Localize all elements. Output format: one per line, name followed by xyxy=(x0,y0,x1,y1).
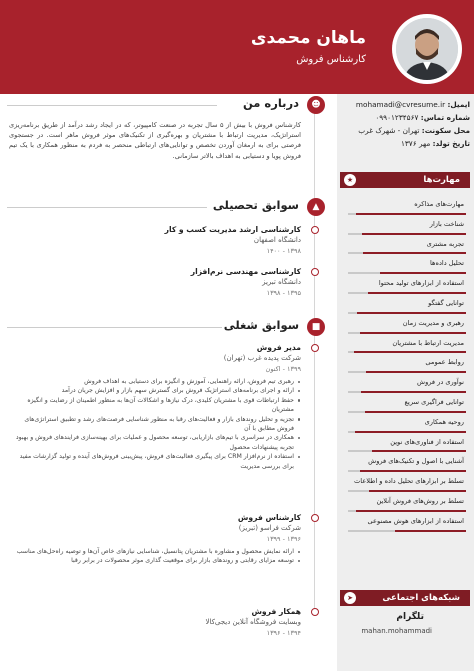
skill-level-bar xyxy=(348,292,466,294)
skill-item xyxy=(340,296,470,316)
person-job-title: کارشناس فروش xyxy=(296,54,366,65)
bullet-item: تجزیه و تحلیل روندهای بازار و فعالیت‌های رقبا به منظور شناسایی فرصت‌های رشد و تطبیق استراتژی‌های فروش مطابق با آن xyxy=(9,415,301,434)
education-date: ۱۳۹۵ - ۱۳۹۸ xyxy=(266,289,301,297)
skill-item xyxy=(340,375,470,395)
bullet-item: ارائه نمایش محصول و مشاوره با مشتریان پتانسیل، شناسایی نیازهای خاص آن‌ها و توصیه راه‌حل‌های مناسب xyxy=(9,547,301,556)
skill-level-fill xyxy=(361,391,466,393)
skill-level-fill xyxy=(356,213,466,215)
skill-level-fill xyxy=(362,233,466,235)
experience-bullets xyxy=(9,377,301,471)
skill-label: نوآوری در فروش xyxy=(417,378,464,387)
education-divider xyxy=(7,207,207,208)
skill-level-fill xyxy=(355,431,466,433)
skill-item xyxy=(340,316,470,336)
skill-level-fill xyxy=(356,510,466,512)
experience-title: سوابق شغلی xyxy=(223,318,299,332)
email-label: ایمیل: xyxy=(447,100,470,109)
header-banner xyxy=(0,0,474,94)
experience-company: شرکت پدیده غرب (تهران) xyxy=(223,354,301,362)
skill-level-bar xyxy=(348,490,466,492)
social-title: شبکه‌های اجتماعی xyxy=(382,593,460,603)
skills-heading xyxy=(340,172,470,188)
contact-address-row xyxy=(340,124,470,137)
experience-role: مدیر فروش xyxy=(256,343,301,352)
education-date: ۱۳۹۸ - ۱۴۰۰ xyxy=(266,247,301,255)
contact-info xyxy=(340,98,470,150)
timeline-line xyxy=(314,96,315,616)
skill-level-bar xyxy=(348,391,466,393)
social-heading xyxy=(340,590,470,606)
skill-label: توانایی گفتگو xyxy=(428,298,464,307)
bullet-item: حفظ ارتباطات قوی با مشتریان کلیدی، درک نیازها و اشکالات آن‌ها به منظور اطمینان از رضایت و انگیزه مشتریان xyxy=(9,396,301,415)
skill-level-bar xyxy=(348,312,466,314)
skill-level-bar xyxy=(348,530,466,532)
experience-divider xyxy=(7,327,222,328)
skill-item xyxy=(340,395,470,415)
experience-date: ۱۳۹۴ - ۱۳۹۶ xyxy=(266,629,301,637)
about-text: کارشناس فروش با بیش از ۵ سال تجربه در صنعت کامپیوتر، که در ایجاد رشد درآمد از طریق برنامه‌ریزی استراتژیک، مدیریت ارتباط با مشتریان و بهره‌گیری از تکنیک‌های موثر فروش ماهر است. در جستجوی فرصتی برای به ارمغان آوردن تخصص و توانایی‌های ارتباطی منحصر به فردم به منظور همکاری با یک تیم فروش پویا و دستیابی به اهداف بالاتر سازمانی. xyxy=(9,121,301,160)
skill-level-bar xyxy=(348,510,466,512)
skill-label: شناخت بازار xyxy=(429,219,464,228)
email-value[interactable]: mohamadi@cvresume.ir xyxy=(355,100,446,109)
skill-level-bar xyxy=(348,332,466,334)
about-title: درباره من xyxy=(242,96,299,110)
education-degree: کارشناسی مهندسی نرم‌افزار xyxy=(190,267,301,276)
skill-label: توانایی فراگیری سریع xyxy=(404,397,464,406)
skill-level-fill xyxy=(368,292,466,294)
skill-label: مدیریت ارتباط با مشتریان xyxy=(392,338,464,347)
contact-email-row xyxy=(340,98,470,111)
experience-date: ۱۳۹۶ - ۱۳۹۹ xyxy=(266,535,301,543)
experience-item xyxy=(9,606,301,638)
experience-company: وبسایت فروشگاه آنلاین دیجی‌کالا xyxy=(205,618,301,626)
education-degree: کارشناسی ارشد مدیریت کسب و کار xyxy=(164,225,301,234)
skill-item xyxy=(340,217,470,237)
skill-label: استفاده از ابزارهای هوش مصنوعی xyxy=(367,516,464,525)
skill-level-bar xyxy=(348,252,466,254)
profile-photo-frame xyxy=(392,14,462,84)
skill-label: روابط عمومی xyxy=(425,358,464,367)
skill-level-bar xyxy=(348,213,466,215)
skill-item xyxy=(340,514,470,534)
phone-value[interactable]: ۰۹۹۰۱۲۳۴۵۶۷ xyxy=(375,113,419,122)
address-label: محل سکونت: xyxy=(421,126,470,135)
experience-company: شرکت فراسو (تبریز) xyxy=(238,524,301,532)
phone-label: شماره تماس: xyxy=(420,113,470,122)
skill-level-fill xyxy=(360,332,466,334)
skill-item xyxy=(340,474,470,494)
skill-item xyxy=(340,494,470,514)
skill-level-bar xyxy=(348,470,466,472)
skill-item xyxy=(340,454,470,474)
skill-label: آشنایی با اصول و تکنیک‌های فروش xyxy=(368,457,464,466)
social-handle[interactable]: mahan.mohammadi xyxy=(361,627,432,635)
skill-level-bar xyxy=(348,431,466,433)
skill-level-fill xyxy=(395,530,466,532)
skill-label: تجربه مشتری xyxy=(426,239,464,248)
bullet-item: همکاری در سراسری با تیم‌های بازاریابی، توسعه محصول و عملیات برای بهینه‌سازی فرایندهای فروش و بهبود تجربه پیشنهادات محصول xyxy=(9,433,301,452)
experience-item xyxy=(9,342,301,471)
experience-role: همکار فروش xyxy=(251,607,301,616)
skill-label: استفاده از ابزارهای تولید محتوا xyxy=(378,279,464,288)
birth-value: مهر ۱۳۷۶ xyxy=(400,139,431,148)
avatar-illustration xyxy=(396,18,458,80)
skill-label: مهارت‌های مذاکره xyxy=(414,200,464,208)
education-item xyxy=(9,224,301,256)
skill-level-fill xyxy=(365,411,466,413)
education-school: دانشگاه اصفهان xyxy=(253,236,301,244)
experience-item xyxy=(9,512,301,566)
share-icon: ➤ xyxy=(344,592,356,604)
skill-level-bar xyxy=(348,450,466,452)
experience-date: ۱۳۹۹ - اکنون xyxy=(265,365,301,373)
skill-label: تسلط بر روش‌های فروش آنلاین xyxy=(376,496,464,505)
experience-bullets xyxy=(9,547,301,566)
timeline-dot xyxy=(311,344,319,352)
bullet-item: توسعه مزایای رقابتی و روندهای بازار برای موقعیت گذاری موثر محصولات در برابر رقبا xyxy=(9,556,301,565)
skill-level-fill xyxy=(369,490,466,492)
experience-role: کارشناس فروش xyxy=(237,513,301,522)
contact-birth-row xyxy=(340,137,470,150)
timeline-dot xyxy=(311,608,319,616)
education-title: سوابق تحصیلی xyxy=(212,198,299,212)
skill-level-bar xyxy=(348,371,466,373)
skill-label: روحیه همکاری xyxy=(424,417,464,426)
skill-level-bar xyxy=(348,351,466,353)
birth-label: تاریخ تولد: xyxy=(432,139,470,148)
skill-item xyxy=(340,197,470,217)
contact-phone-row xyxy=(340,111,470,124)
education-item xyxy=(9,266,301,298)
skill-item xyxy=(340,355,470,375)
bullet-item: ارائه و اجرای برنامه‌های استراتژیک فروش برای گسترش سهم بازار و افزایش جریان درآمد xyxy=(9,386,301,395)
skills-title: مهارت‌ها xyxy=(423,175,460,185)
timeline-dot xyxy=(311,268,319,276)
skill-item xyxy=(340,435,470,455)
skill-item xyxy=(340,336,470,356)
skill-level-fill xyxy=(354,351,466,353)
experience-heading xyxy=(7,316,329,338)
user-icon: ☻ xyxy=(307,96,325,114)
skill-item xyxy=(340,276,470,296)
skill-item xyxy=(340,237,470,257)
education-section xyxy=(7,196,329,297)
briefcase-icon: ■ xyxy=(307,318,325,336)
main-column xyxy=(7,94,329,671)
timeline-dot xyxy=(311,226,319,234)
timeline-dot xyxy=(311,514,319,522)
skill-level-bar xyxy=(348,233,466,235)
education-heading xyxy=(7,196,329,218)
skills-list xyxy=(340,197,470,534)
skill-level-fill xyxy=(366,371,466,373)
about-section xyxy=(7,94,329,160)
bullet-item: استفاده از نرم‌افزار CRM برای پیگیری فعالیت‌های فروش، پیش‌بینی فروش‌های آینده و تولید گزارشات مفید برای بررسی مدیریت xyxy=(9,452,301,471)
skill-level-fill xyxy=(360,470,466,472)
skill-level-fill xyxy=(357,312,466,314)
skill-label: تحلیل داده‌ها xyxy=(430,259,464,268)
profile-photo xyxy=(396,18,458,80)
bullet-item: رهبری تیم فروش، ارائه راهنمایی، آموزش و انگیزه برای دستیابی به اهداف فروش xyxy=(9,377,301,386)
skill-item xyxy=(340,415,470,435)
experience-section xyxy=(7,316,329,637)
education-school: دانشگاه تبریز xyxy=(262,278,301,286)
skills-icon: ★ xyxy=(344,174,356,186)
sidebar xyxy=(337,94,474,671)
skill-level-fill xyxy=(363,252,466,254)
skill-label: استفاده از فناوری‌های نوین xyxy=(390,437,464,446)
skill-label: تسلط بر ابزارهای تحلیل داده و اطلاعات xyxy=(354,477,464,486)
address-value: تهران - شهرک غرب xyxy=(358,126,420,135)
about-heading xyxy=(7,94,329,116)
skill-level-fill xyxy=(380,272,466,274)
graduation-cap-icon: ▲ xyxy=(307,198,325,216)
skill-item xyxy=(340,256,470,276)
skill-level-bar xyxy=(348,411,466,413)
skill-level-bar xyxy=(348,272,466,274)
skill-level-fill xyxy=(372,450,466,452)
skill-label: رهبری و مدیریت زمان xyxy=(402,318,464,327)
about-divider xyxy=(7,105,217,106)
person-name: ماهان محمدی xyxy=(250,28,366,48)
social-network-name: تلگرام xyxy=(396,612,424,622)
